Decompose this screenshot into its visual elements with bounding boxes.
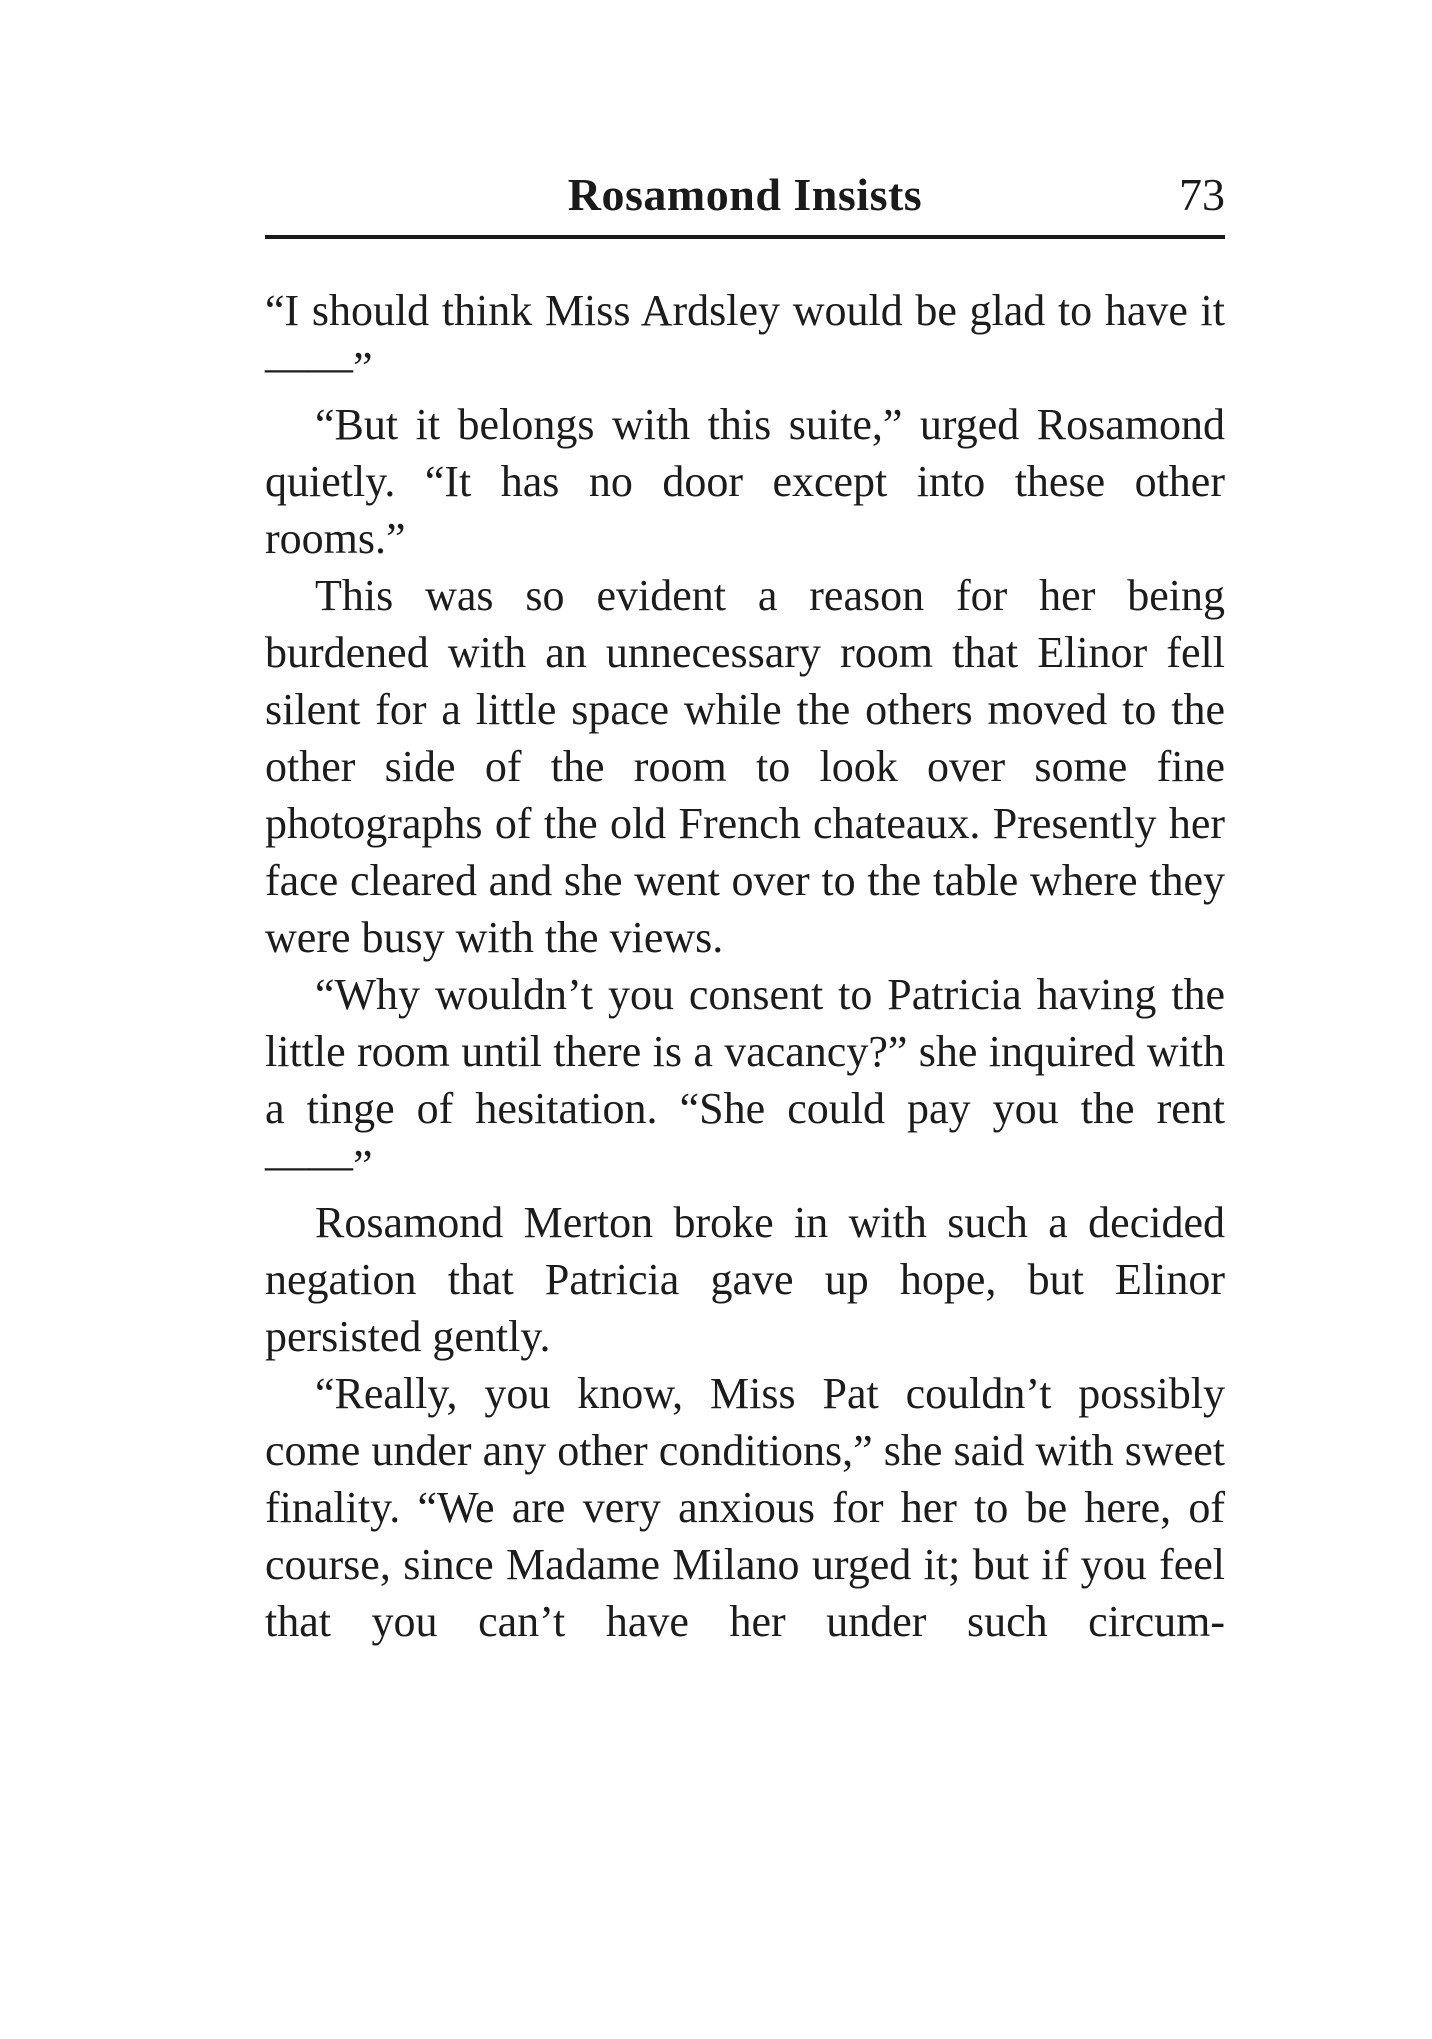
paragraph-5: Rosamond Merton broke in with such a decided negation that Patricia gave up hope, but Elinor persisted gently. <box>265 1198 1225 1361</box>
paragraph-4: “Why wouldn’t you consent to Patricia having the little room until there is a vacancy?” she inquired with a tinge of hesitation. “She could pay you the rent——” <box>265 970 1225 1190</box>
paragraph-1: “I should think Miss Ardsley would be glad to have it——” <box>265 286 1225 392</box>
header-rule <box>265 235 1225 239</box>
body-text <box>265 282 1225 1650</box>
page-number: 73 <box>1179 169 1225 220</box>
chapter-title: Rosamond Insists <box>567 169 923 220</box>
paragraph-2: “But it belongs with this suite,” urged Rosamond quietly. “It has no door except into these other rooms.” <box>265 400 1225 563</box>
running-head <box>265 168 1225 232</box>
paragraph-3: This was so evident a reason for her being burdened with an unnecessary room that Elinor fell silent for a little space while the others moved to the other side of the room to look over some fine photographs of the old French chateaux. Presently her face cleared and she went over to the table where they were busy with the views. <box>265 571 1225 962</box>
paragraph-6: “Really, you know, Miss Pat couldn’t possibly come under any other conditions,” she said with sweet finality. “We are very anxious for her to be here, of course, since Madame Milano urged it; but if you feel that you can’t have her under such circum- <box>265 1369 1225 1646</box>
